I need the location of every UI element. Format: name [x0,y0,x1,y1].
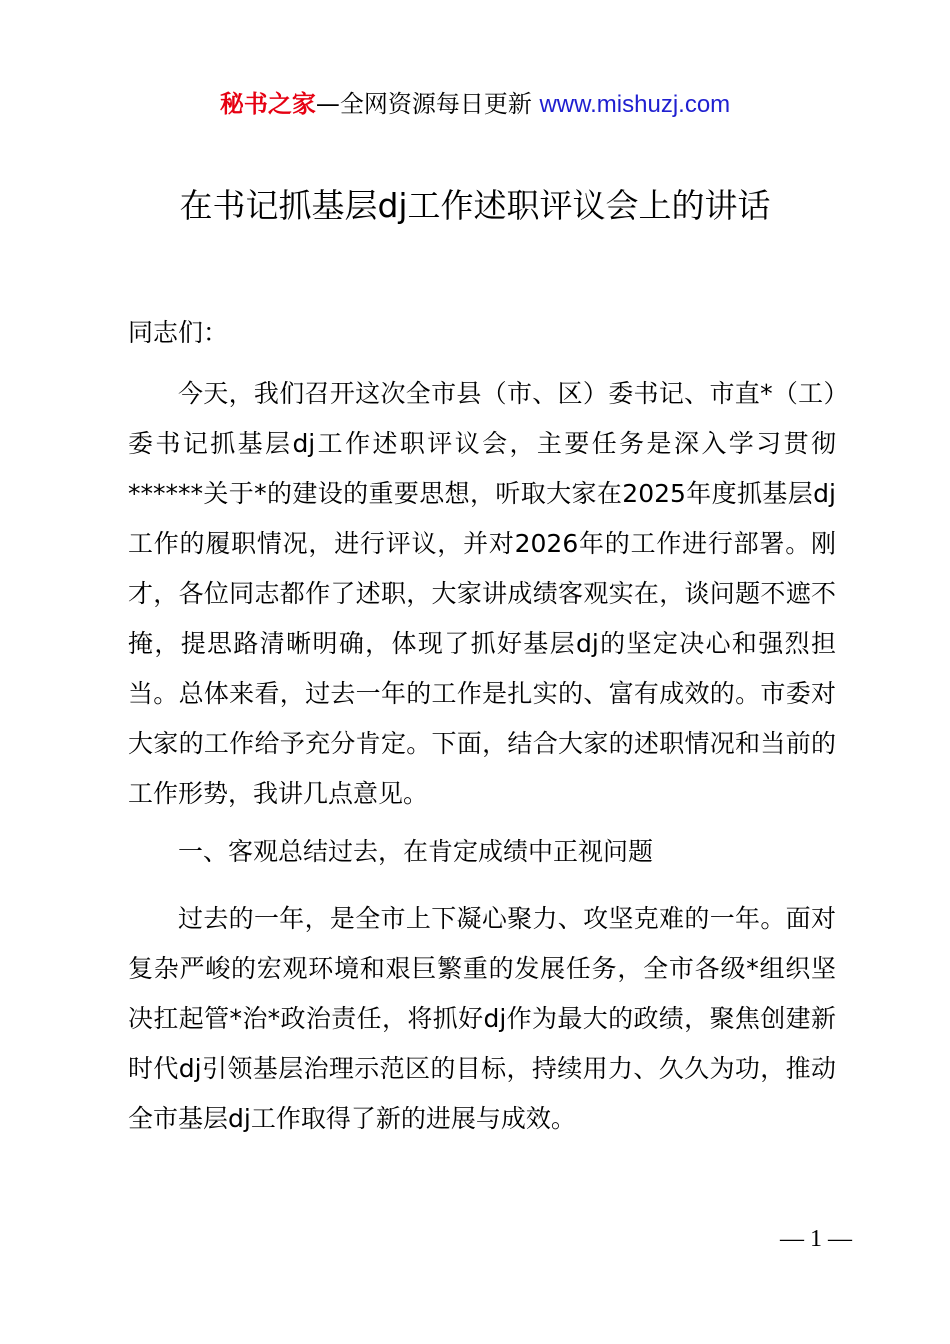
section-heading-1: 一、客观总结过去，在肯定成绩中正视问题 [178,837,654,866]
site-url-link[interactable]: www.mishuzj.com [539,91,731,118]
page-number: — 1 — [780,1226,852,1252]
site-name: 秘书之家 [219,90,316,118]
site-tagline: —全网资源每日更新 [315,90,532,118]
paragraph-opening: 今天，我们召开这次全市县（市、区）委书记、市直*（工）委书记抓基层dj工作述职评议会，主要任务是深入学习贯彻******关于*的建设的重要思想，听取大家在2025年度抓基层dj工作的履职情况，进行评议，并对2026年的工作进行部署。刚才，各位同志都作了述职，大家讲成绩客观实在，谈问题不遮不掩，提思路清晰明确，体现了抓好基层dj的坚定决心和强烈担当。总体来看，过去一年的工作是扎实的、富有成效的。市委对大家的工作给予充分肯定。下面，结合大家的述职情况和当前的工作形势，我讲几点意见。 [128,379,836,808]
paragraph-section-1: 过去的一年，是全市上下凝心聚力、攻坚克难的一年。面对复杂严峻的宏观环境和艰巨繁重的发展任务，全市各级*组织坚决扛起管*治*政治责任，将抓好dj作为最大的政绩，聚焦创建新时代dj引领基层治理示范区的目标，持续用力、久久为功，推动全市基层dj工作取得了新的进展与成效。 [128,904,836,1133]
salutation: 同志们： [128,318,229,347]
document-title: 在书记抓基层dj工作述职评议会上的讲话 [179,186,771,225]
site-header [0,86,950,123]
